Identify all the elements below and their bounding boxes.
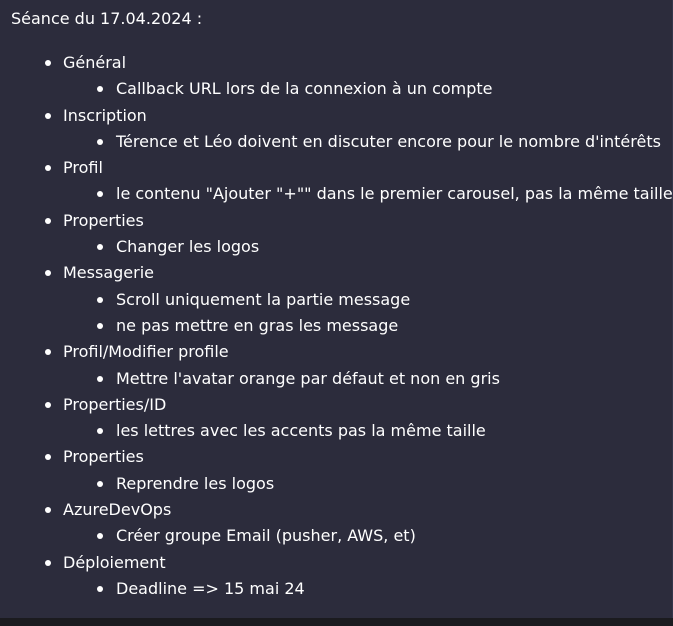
topic-label: Messagerie <box>63 263 154 283</box>
subtopic-item <box>0 523 673 549</box>
bullet-disc-icon <box>97 86 103 92</box>
topic-label: Inscription <box>63 105 147 125</box>
subtopic-item <box>0 313 673 339</box>
bullet-disc-icon <box>45 218 51 224</box>
topic-item <box>0 208 673 234</box>
topic-list <box>0 50 673 602</box>
subtopic-text: Térence et Léo doivent en discuter encore pour le nombre d'intérêts <box>116 131 661 151</box>
subtopic-item <box>0 471 673 497</box>
subtopic-text: Changer les logos <box>116 237 260 257</box>
bullet-disc-icon <box>97 481 103 487</box>
topic-label: Profil <box>63 158 103 178</box>
bullet-disc-icon <box>45 560 51 566</box>
subtopic-text: Mettre l'avatar orange par défaut et non en gris <box>116 368 500 388</box>
topic-item <box>0 50 673 76</box>
topic-item <box>0 444 673 470</box>
bullet-disc-icon <box>97 191 103 197</box>
topic-label: Profil/Modifier profile <box>63 342 229 362</box>
subtopic-item <box>0 366 673 392</box>
bullet-disc-icon <box>97 428 103 434</box>
subtopic-item <box>0 181 673 207</box>
subtopic-text: Reprendre les logos <box>116 473 275 493</box>
bullet-disc-icon <box>97 297 103 303</box>
subtopic-item <box>0 418 673 444</box>
topic-item <box>0 155 673 181</box>
topic-item <box>0 339 673 365</box>
topic-label: Properties <box>63 210 144 230</box>
subtopic-text: Scroll uniquement la partie message <box>116 289 411 309</box>
bullet-disc-icon <box>97 533 103 539</box>
topic-item <box>0 550 673 576</box>
subtopic-text: Callback URL lors de la connexion à un compte <box>116 79 493 99</box>
subtopic-item <box>0 576 673 602</box>
subtopic-text: Créer groupe Email (pusher, AWS, et) <box>116 526 416 546</box>
bullet-disc-icon <box>97 376 103 382</box>
subtopic-item <box>0 76 673 102</box>
bullet-disc-icon <box>97 139 103 145</box>
bullet-disc-icon <box>45 113 51 119</box>
subtopic-text: Deadline => 15 mai 24 <box>116 578 305 598</box>
bullet-disc-icon <box>97 244 103 250</box>
bullet-disc-icon <box>45 349 51 355</box>
topic-label: Properties/ID <box>63 394 167 414</box>
topic-label: Properties <box>63 447 144 467</box>
note-title: Séance du 17.04.2024 : <box>11 9 203 28</box>
bullet-disc-icon <box>45 507 51 513</box>
topic-item <box>0 260 673 286</box>
subtopic-text: le contenu "Ajouter "+"" dans le premier carousel, pas la même taille <box>116 184 673 204</box>
bullet-disc-icon <box>97 586 103 592</box>
topic-item <box>0 103 673 129</box>
bullet-disc-icon <box>45 60 51 66</box>
bottom-edge-bar <box>0 618 673 626</box>
subtopic-item <box>0 287 673 313</box>
subtopic-text: les lettres avec les accents pas la même taille <box>116 421 486 441</box>
bullet-disc-icon <box>97 323 103 329</box>
bullet-disc-icon <box>45 454 51 460</box>
topic-label: AzureDevOps <box>63 500 172 520</box>
topic-item <box>0 392 673 418</box>
subtopic-item <box>0 129 673 155</box>
subtopic-text: ne pas mettre en gras les message <box>116 315 399 335</box>
topic-label: Déploiement <box>63 552 166 572</box>
bullet-disc-icon <box>45 165 51 171</box>
topic-label: Général <box>63 53 127 72</box>
bullet-disc-icon <box>45 270 51 276</box>
subtopic-item <box>0 234 673 260</box>
topic-item <box>0 497 673 523</box>
bullet-disc-icon <box>45 402 51 408</box>
